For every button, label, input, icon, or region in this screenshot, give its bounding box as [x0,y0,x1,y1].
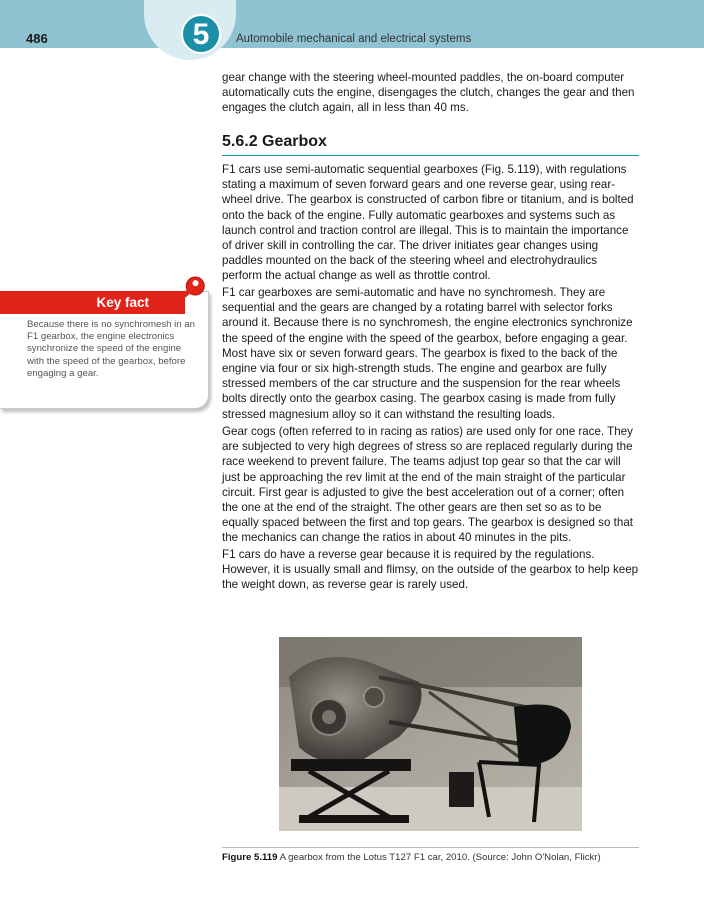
key-fact-text: Because there is no synchromesh in an F1 gearbox, the engine electronics synchronize the speed of the engine with the speed of the gearbox, before engaging a gear. [27,319,195,379]
running-title: Automobile mechanical and electrical systems [236,33,472,45]
intro-paragraph: gear change with the steering wheel-mounted paddles, the on-board computer automatically cuts the engine, disengages the clutch, changes the gear and then engages the clutch again, all in less than 40 ms. [222,71,635,115]
gearbox-photo [279,637,582,831]
chapter-number: 5 [192,18,210,51]
key-icon [160,273,216,319]
figure-caption-text: A gearbox from the Lotus T127 F1 car, 2010. (Source: John O'Nolan, Flickr) [279,852,601,863]
key-fact-box [0,291,210,409]
chapter-badge [181,14,221,54]
key-fact-header [0,291,185,314]
section-heading: 5.6.2 Gearbox [222,133,639,156]
paragraph: F1 cars use semi-automatic sequential gearboxes (Fig. 5.119), with regulations stating a maximum of seven forward gears and one reverse gear, using rear-wheel drive. The gearbox is constructed of carbon fibre or titanium, and is bolted onto the back of the engine. Fully automatic gearboxes and systems such as launch control and traction control are illegal. This is to maintain the importance of driver skill in controlling the car. The driver initiates gear changes using paddles mounted on the back of the steering wheel and electrohydraulics perform the actual change as well as throttle control. [222,163,634,283]
paragraph: F1 car gearboxes are semi-automatic and have no synchromesh. They are sequential and the gears are changed by a rotating barrel with selector forks around it. Because there is no synchromesh, the engine electronics synchronize the speed of the engine with the speed of the gearbox, before engaging a gear. Most have six or seven forward gears. The gearbox is fixed to the back of the engine via four or six high-strength studs. The engine and gearbox are fully stressed members of the car structure and the suspension for the rear wheels bolts directly onto the gearbox casing. The gearbox casing is made from fully stressed magnesium alloy so it can withstand the resulting loads. [222,286,633,421]
figure-caption [222,847,639,863]
paragraph: F1 cars do have a reverse gear because it is required by the regulations. However, it is usually small and flimsy, on the outside of the gearbox to help keep the weight down, as reverse gear is rarely used. [222,548,639,592]
key-fact-title: Key fact [96,295,149,310]
paragraph: Gear cogs (often referred to in racing as ratios) are used only for one race. They are subjected to very high degrees of stress so are replaced regularly during the race weekend to prevent failure. The teams adjust top gear so that the car will just be approaching the rev limit at the end of the main straight of the particular circuit. First gear is adjusted to give the best acceleration out of a corner; often the one at the end of the straight. The other gears are then set so as to be equally spaced between the first and top gears. The gearbox is designed so that the mechanics can change the ratios in about 40 minutes in the pits. [222,425,633,545]
figure-label: Figure 5.119 [222,852,278,863]
page-number: 486 [26,31,48,46]
